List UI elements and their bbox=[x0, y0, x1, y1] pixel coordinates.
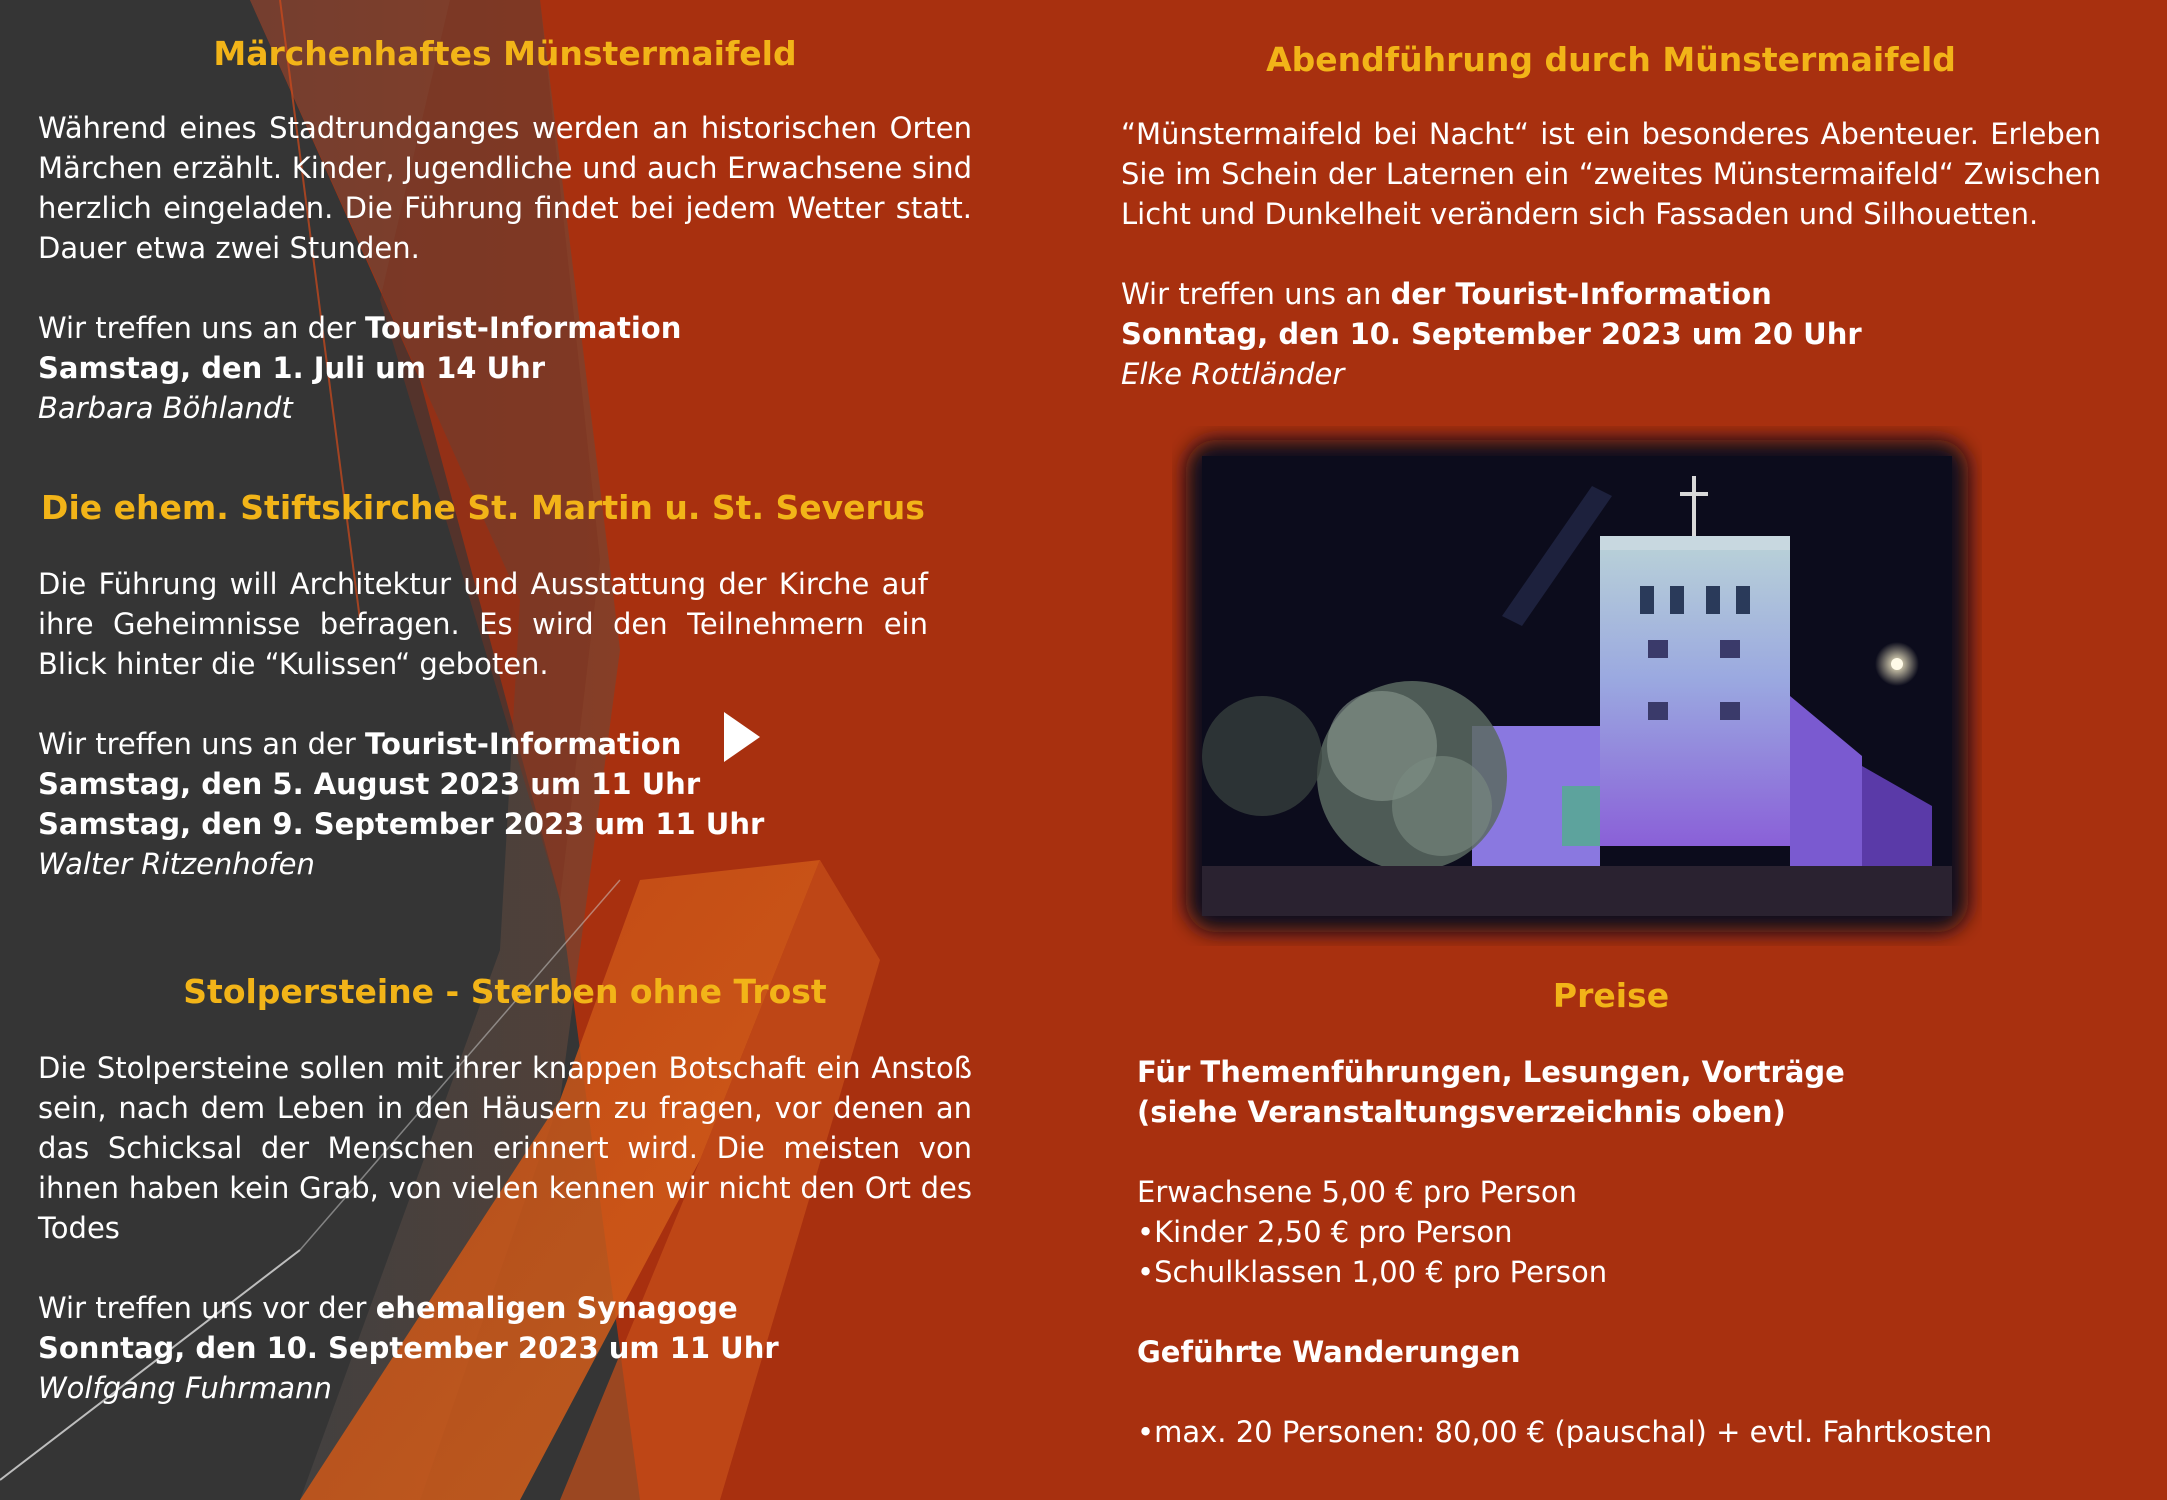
section-title: Die ehem. Stiftskirche St. Martin u. St. Severus bbox=[41, 488, 925, 527]
guide-name: Walter Ritzenhofen bbox=[38, 846, 315, 881]
section-stiftskirche bbox=[38, 488, 928, 884]
guide-name: Elke Rottländer bbox=[1121, 356, 1345, 391]
meeting-point: Wir treffen uns an der Tourist-Information bbox=[38, 310, 682, 345]
price-item: •Schulklassen 1,00 € pro Person bbox=[1137, 1254, 1608, 1289]
section-maerchenhaftes bbox=[38, 34, 972, 428]
event-date: Samstag, den 5. August 2023 um 11 Uhr bbox=[38, 766, 701, 801]
section-body: Die Stolpersteine sollen mit ihrer knappen Botschaft ein Anstoß sein, nach dem Leben in den Häusern zu fragen, vor denen an das Schicksal der Menschen erinnert wird. Die meisten von ihnen haben kein Grab, von vielen kennen wir nicht den Ort des Todes bbox=[38, 1050, 972, 1245]
guided-hikes-heading: Geführte Wanderungen bbox=[1137, 1334, 1521, 1369]
guide-name: Wolfgang Fuhrmann bbox=[38, 1370, 332, 1405]
price-item: Erwachsene 5,00 € pro Person bbox=[1137, 1174, 1578, 1209]
event-date: Sonntag, den 10. September 2023 um 20 Uhr bbox=[1121, 316, 1862, 351]
event-date: Samstag, den 1. Juli um 14 Uhr bbox=[38, 350, 546, 385]
section-title: Abendführung durch Münstermaifeld bbox=[1266, 40, 1956, 79]
guide-name: Barbara Böhlandt bbox=[38, 390, 293, 425]
section-stolpersteine bbox=[38, 972, 972, 1408]
section-body: Während eines Stadtrundganges werden an historischen Orten Märchen erzählt. Kinder, Jugendliche und auch Erwachsene sind herzlich eingeladen. Die Führung findet bei jedem Wetter statt. Dauer etwa zwei Stunden. bbox=[38, 110, 972, 265]
play-icon[interactable] bbox=[724, 712, 760, 762]
church-night-photo bbox=[1172, 426, 1982, 946]
price-item: •max. 20 Personen: 80,00 € (pauschal) + evtl. Fahrtkosten bbox=[1137, 1414, 1993, 1449]
event-date: Sonntag, den 10. September 2023 um 11 Uhr bbox=[38, 1330, 779, 1365]
meeting-point: Wir treffen uns an der Tourist-Information bbox=[38, 726, 682, 761]
themed-tours-heading: Für Themenführungen, Lesungen, Vorträge (siehe Veranstaltungsverzeichnis oben) bbox=[1137, 1054, 1845, 1129]
section-title: Märchenhaftes Münstermaifeld bbox=[213, 34, 797, 73]
section-body: “Münstermaifeld bei Nacht“ ist ein besonderes Abenteuer. Erleben Sie im Schein der Laternen ein “zweites Münstermaifeld“ Zwischen Licht und Dunkelheit verändern sich Fassaden und Silhouetten. bbox=[1121, 116, 2101, 231]
meeting-point: Wir treffen uns vor der ehemaligen Synagoge bbox=[38, 1290, 738, 1325]
section-preise bbox=[1121, 976, 2101, 1452]
price-item: •Kinder 2,50 € pro Person bbox=[1137, 1214, 1513, 1249]
section-title: Stolpersteine - Sterben ohne Trost bbox=[183, 972, 827, 1011]
section-abendfuehrung bbox=[1121, 40, 2101, 394]
event-date: Samstag, den 9. September 2023 um 11 Uhr bbox=[38, 806, 765, 841]
prices-title: Preise bbox=[1552, 976, 1670, 1015]
meeting-point: Wir treffen uns an der Tourist-Information bbox=[1121, 276, 1772, 311]
section-body: Die Führung will Architektur und Ausstattung der Kirche auf ihre Geheimnisse befragen. Es wird den Teilnehmern ein Blick hinter die “Kulissen“ geboten. bbox=[38, 566, 928, 681]
